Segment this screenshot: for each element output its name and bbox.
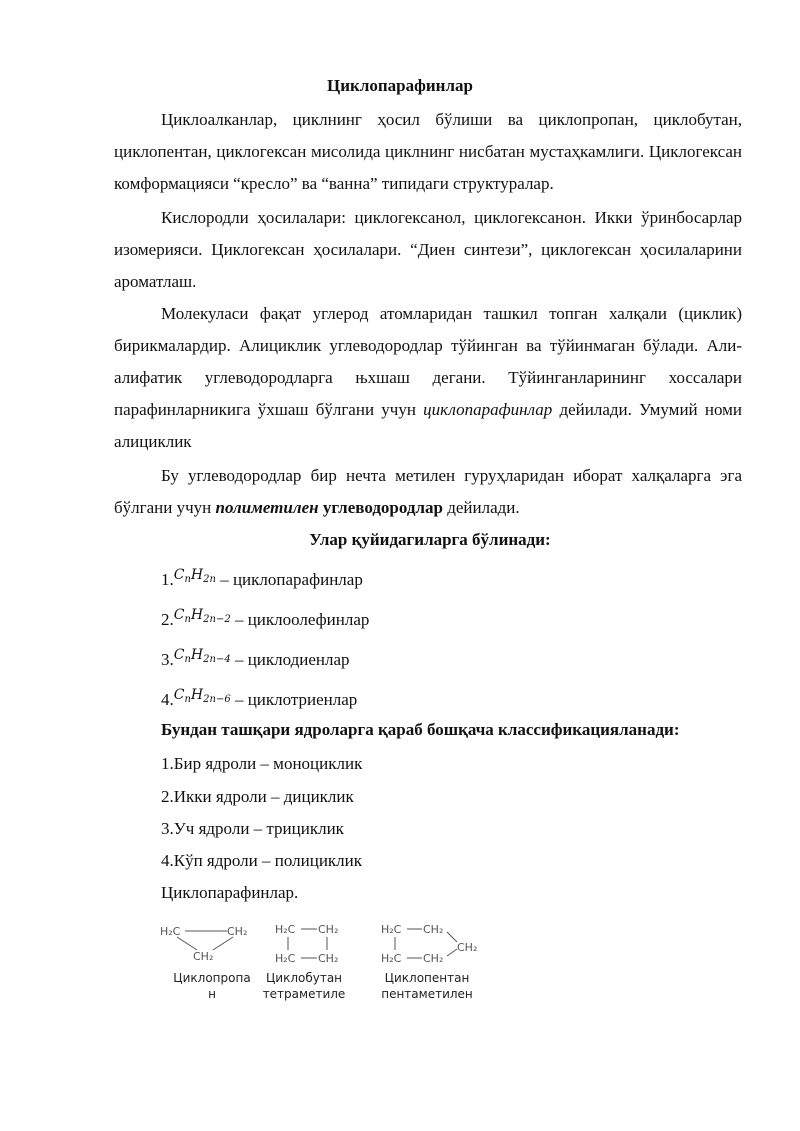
- paragraph-3: [114, 298, 742, 458]
- formula-c: C: [173, 607, 185, 623]
- formula-description: – циклопарафинлар: [215, 570, 363, 589]
- paragraph-2: Кислородли ҳосилалари: циклогексанол, циклогексанон. Икки ўринбосарлар изомерияси. Циклогексан ҳосилалари. “Диен синтези”, циклогексан ҳосилаларини ароматлаш.: [114, 208, 742, 291]
- atom-label: CH₂: [423, 952, 444, 965]
- atom-label: CH₂: [193, 950, 214, 963]
- nuclei-item-3: 3.Уч ядроли – трициклик: [161, 819, 344, 838]
- paragraph-3-text-a: Молекуласи фақат углерод атомларидан ташкил топган халқали (циклик) бирикмалардир. Алициклик углеводородлар тўйинган ва тўйинмаган бўлади. Али-алифатик углеводородларга њхшаш дегани. Тўйинганларининг хоссалари парафинларникига ўхшаш бўлгани учун: [114, 304, 742, 419]
- formula-description: – циклодиенлар: [230, 650, 350, 669]
- atom-label: H₂C: [160, 925, 181, 938]
- formula-h-sub: 2n−6: [203, 694, 231, 705]
- classification-subheading: Бундан ташқари ядроларга қараб бошқача классификацияланади:: [161, 720, 680, 739]
- paragraph-3-text-b: дейилади. Умумий номи алициклик: [114, 400, 743, 451]
- formula-h-sub: 2n−2: [203, 614, 231, 625]
- cyclopropane-caption: [169, 970, 255, 1004]
- formula-h: H: [190, 567, 204, 583]
- nuclei-item-4: 4.Кўп ядроли – полициклик: [161, 851, 363, 870]
- formula-c-sub: n: [184, 654, 191, 665]
- formula-h: H: [190, 607, 204, 623]
- cyclobutane-structure: [275, 923, 338, 965]
- paragraph-4-text-b: дейилади.: [442, 498, 520, 517]
- formula-h: H: [190, 647, 204, 663]
- formula-c-sub: n: [184, 574, 191, 585]
- formula-item-1: [161, 567, 363, 591]
- caption-line-1: Циклопентан: [384, 971, 470, 985]
- atom-label: H₂C: [275, 923, 296, 936]
- cyclopentane-caption: [377, 970, 477, 1000]
- page-title: Циклопарафинлар: [327, 76, 473, 95]
- bond: [177, 937, 197, 950]
- formula-number: 4.: [161, 690, 174, 709]
- general-formula: [174, 647, 231, 663]
- formula-description: – циклоолефинлар: [230, 610, 370, 629]
- caption-line-2: тетраметиле: [262, 987, 346, 1001]
- bond: [447, 949, 457, 956]
- general-formula: [174, 567, 216, 583]
- paragraph-4-bold-term: углеводородлар: [322, 498, 443, 517]
- formula-c: C: [173, 567, 185, 583]
- caption-line-2: пентаметилен: [381, 987, 473, 1000]
- structural-formulas: [155, 915, 495, 975]
- formula-h: H: [190, 687, 204, 703]
- structure-figures: [155, 915, 495, 1005]
- atom-label: H₂C: [381, 952, 402, 965]
- paragraph-1: Циклоалканлар, циклнинг ҳосил бўлиши ва циклопропан, циклобутан, циклопентан, циклогексан мисолида циклнинг нисбатан мустаҳкамлиги. Циклогексан комформацияси “кресло” ва “ванна” типидаги структуралар.: [114, 110, 742, 193]
- formula-number: 1.: [161, 570, 174, 589]
- paragraph-4-text-a: Бу углеводородлар бир нечта метилен гуруҳларидан иборат халқаларга эга бўлгани учун: [114, 466, 742, 517]
- paragraph-3-italic-term: циклопарафинлар: [423, 400, 553, 419]
- atom-label: CH₂: [227, 925, 248, 938]
- atom-label: CH₂: [457, 941, 478, 954]
- formula-c: C: [173, 647, 185, 663]
- cyclobutane-caption: [259, 970, 349, 1004]
- caption-line-1: Циклопропа: [173, 971, 251, 985]
- general-formula: [174, 687, 231, 703]
- general-formula: [174, 607, 231, 623]
- nuclei-item-1: 1.Бир ядроли – моноциклик: [161, 754, 363, 773]
- formula-c-sub: n: [184, 614, 191, 625]
- paragraph-4-bold-italic-term: полиметилен: [215, 498, 319, 517]
- atom-label: CH₂: [423, 923, 444, 936]
- atom-label: CH₂: [318, 923, 339, 936]
- formula-c: C: [173, 687, 185, 703]
- formula-item-3: [161, 647, 350, 671]
- formula-number: 2.: [161, 610, 174, 629]
- caption-line-2: н: [208, 987, 216, 1001]
- formula-h-sub: 2n−4: [203, 654, 231, 665]
- formula-h-sub: 2n: [203, 574, 216, 585]
- nuclei-item-2: 2.Икки ядроли – дициклик: [161, 787, 354, 806]
- formula-item-4: [161, 687, 358, 711]
- bond: [213, 937, 233, 950]
- caption-line-1: Циклобутан: [265, 971, 343, 985]
- formula-c-sub: n: [184, 694, 191, 705]
- atom-label: H₂C: [275, 952, 296, 965]
- formula-item-2: [161, 607, 370, 631]
- formula-number: 3.: [161, 650, 174, 669]
- section-subheading: Улар қуйидагиларга бўлинади:: [309, 530, 551, 549]
- closing-line: Циклопарафинлар.: [161, 883, 299, 902]
- formula-description: – циклотриенлар: [230, 690, 358, 709]
- atom-label: H₂C: [381, 923, 402, 936]
- bond: [447, 932, 457, 942]
- atom-label: CH₂: [318, 952, 339, 965]
- paragraph-4: [114, 460, 742, 524]
- cyclopentane-structure: [381, 923, 477, 965]
- cyclopropane-structure: [160, 925, 247, 963]
